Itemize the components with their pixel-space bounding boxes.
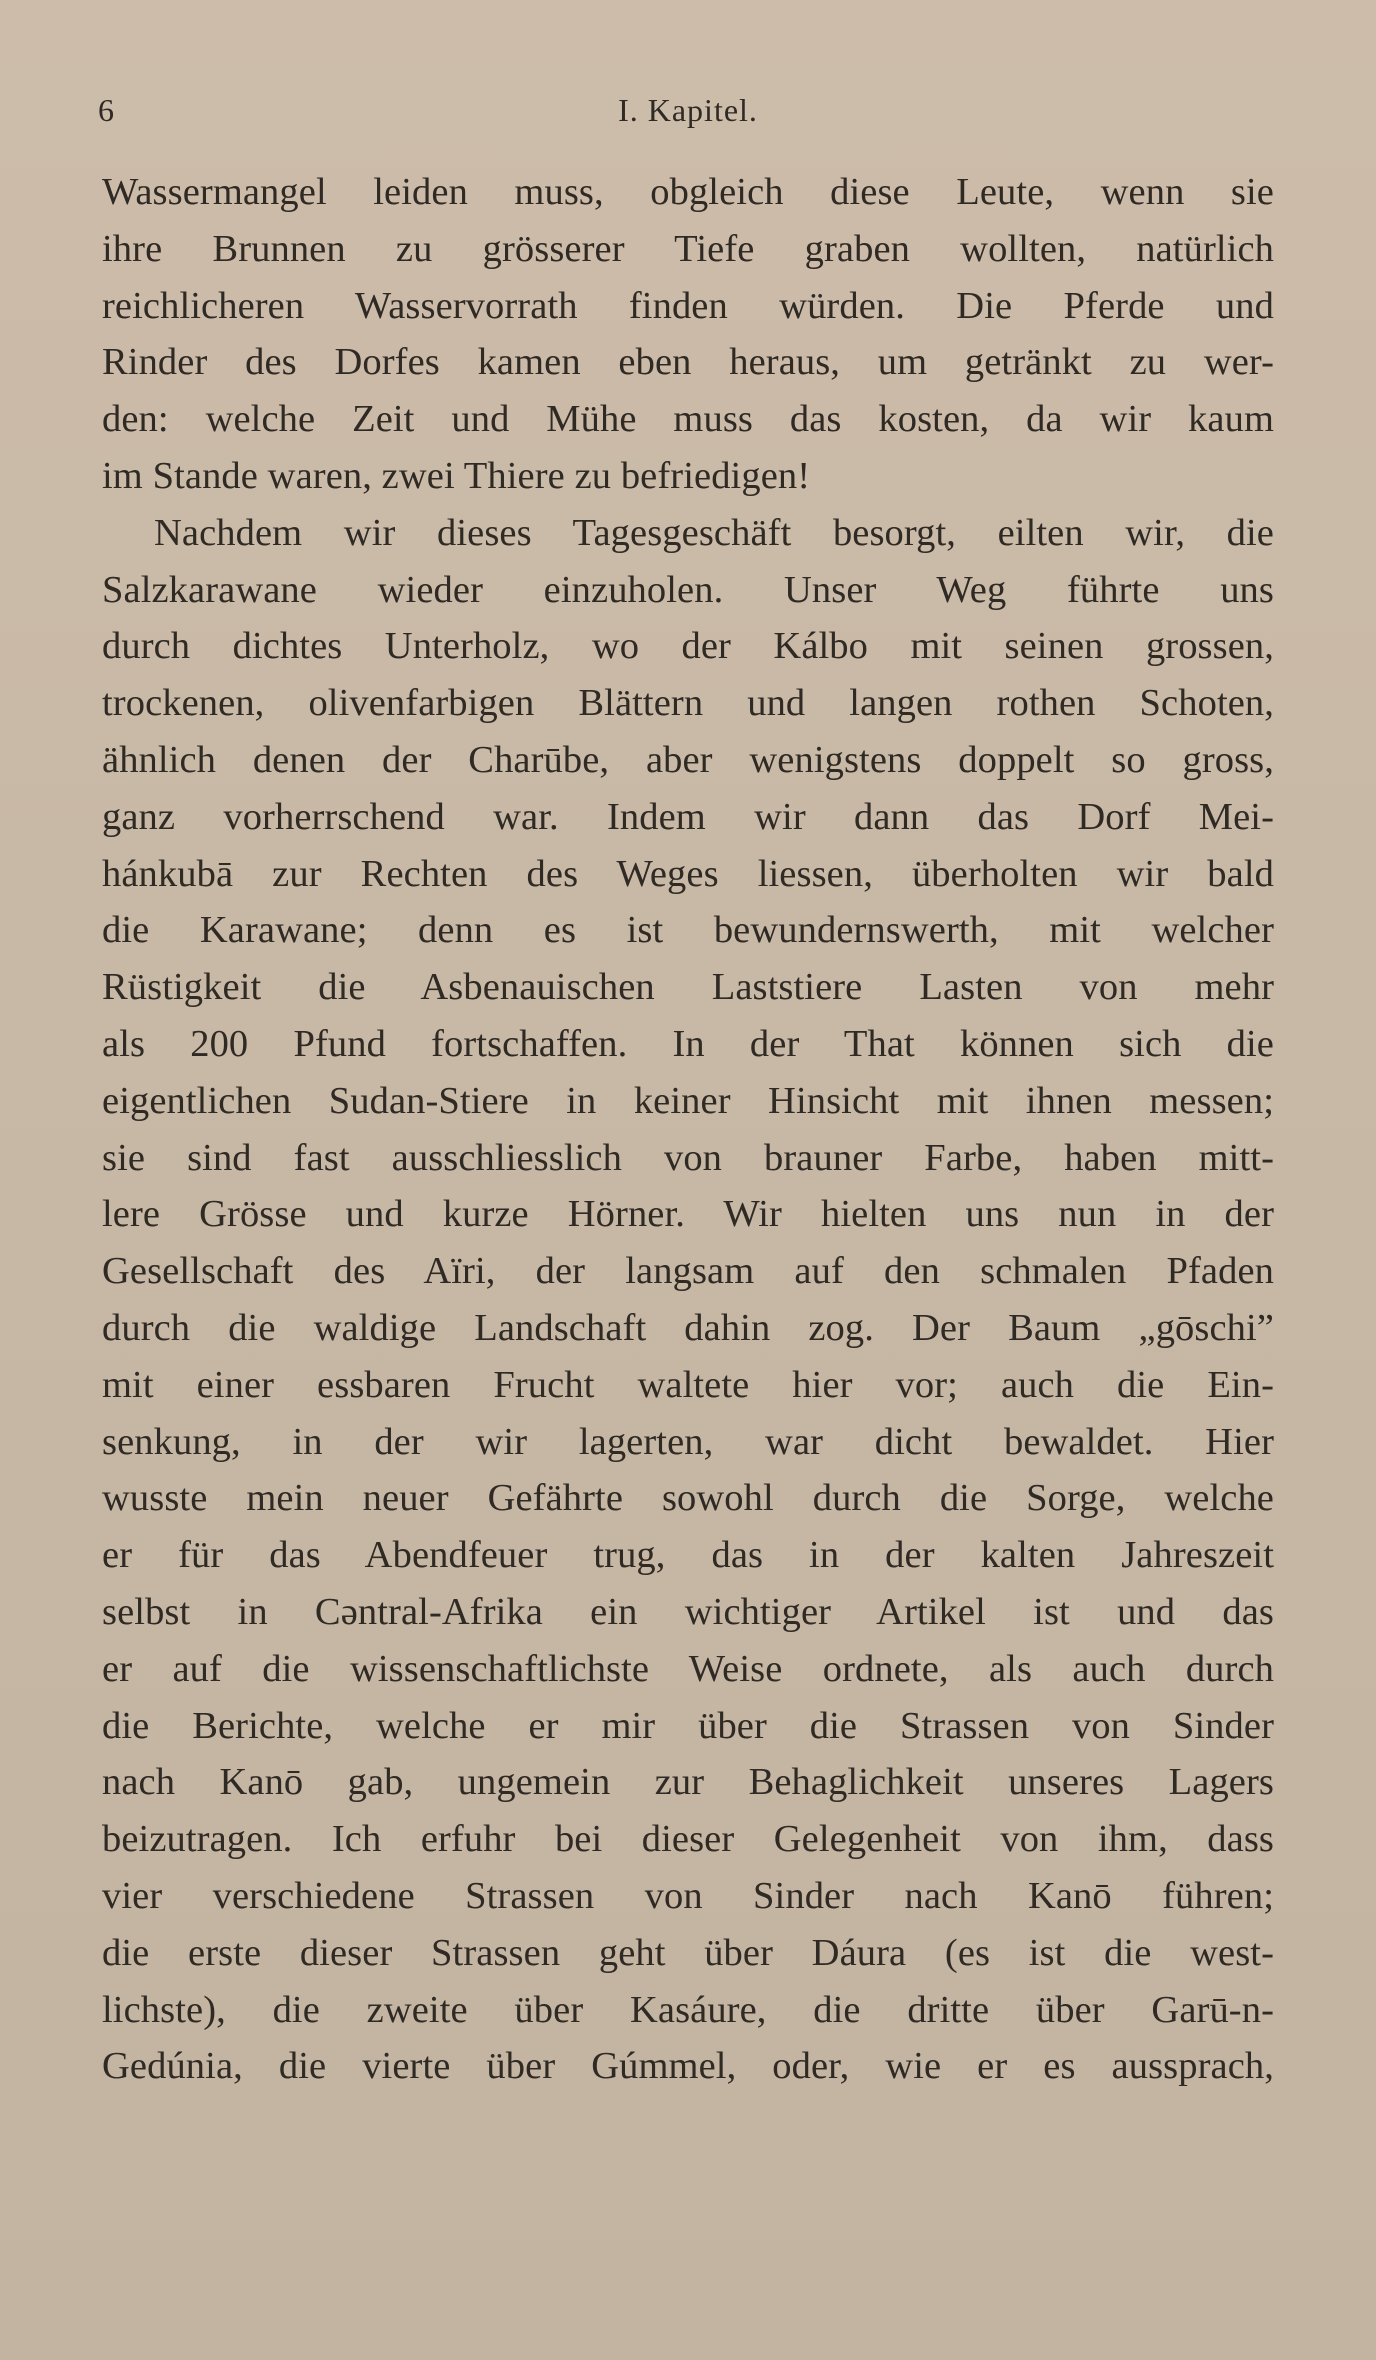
text-line: eigentlichen Sudan-Stiere in keiner Hinsicht mit ihnen messen; <box>102 1079 1274 1122</box>
text-line: Salzkarawane wieder einzuholen. Unser Weg führte uns <box>102 568 1274 611</box>
text-line: Rüstigkeit die Asbenauischen Laststiere Lasten von mehr <box>102 966 1274 1009</box>
text-line: hánkubā zur Rechten des Weges liessen, überholten wir bald <box>102 852 1274 895</box>
running-head: I. Kapitel. <box>618 92 758 128</box>
text-line: im Stande waren, zwei Thiere zu befriedigen! <box>102 454 811 497</box>
text-line: wusste mein neuer Gefährte sowohl durch die Sorge, welche <box>102 1477 1274 1520</box>
text-line: die erste dieser Strassen geht über Dáura (es ist die west- <box>102 1931 1274 1974</box>
text-line: er für das Abendfeuer trug, das in der kalten Jahreszeit <box>102 1534 1274 1577</box>
text-line: Rinder des Dorfes kamen eben heraus, um getränkt zu wer- <box>102 341 1274 384</box>
text-line: senkung, in der wir lagerten, war dicht bewaldet. Hier <box>102 1420 1274 1463</box>
text-line: Gedúnia, die vierte über Gúmmel, oder, wie er es aussprach, <box>102 2045 1274 2088</box>
text-line: die Berichte, welche er mir über die Strassen von Sinder <box>102 1704 1274 1747</box>
text-line: trockenen, olivenfarbigen Blättern und langen rothen Schoten, <box>102 682 1274 725</box>
text-line: Gesellschaft des Aïri, der langsam auf den schmalen Pfaden <box>102 1250 1274 1293</box>
text-line: vier verschiedene Strassen von Sinder nach Kanō führen; <box>102 1874 1274 1917</box>
text-line: durch die waldige Landschaft dahin zog. Der Baum „gōschi” <box>102 1306 1274 1349</box>
text-line: durch dichtes Unterholz, wo der Kálbo mit seinen grossen, <box>102 625 1274 668</box>
text-line: mit einer essbaren Frucht waltete hier vor; auch die Ein- <box>102 1363 1274 1406</box>
text-line: die Karawane; denn es ist bewundernswerth, mit welcher <box>102 909 1274 952</box>
text-line: Nachdem wir dieses Tagesgeschäft besorgt, eilten wir, die <box>154 511 1274 554</box>
text-line: lere Grösse und kurze Hörner. Wir hielten uns nun in der <box>102 1193 1274 1236</box>
text-line: selbst in Cǝntral-Afrika ein wichtiger Artikel ist und das <box>102 1590 1274 1633</box>
text-line: beizutragen. Ich erfuhr bei dieser Gelegenheit von ihm, dass <box>102 1818 1274 1861</box>
page-header <box>98 88 1278 132</box>
text-line: den: welche Zeit und Mühe muss das kosten, da wir kaum <box>102 398 1274 441</box>
text-line: ganz vorherrschend war. Indem wir dann das Dorf Mei- <box>102 795 1274 838</box>
text-line: als 200 Pfund fortschaffen. In der That können sich die <box>102 1022 1274 1065</box>
text-line: reichlicheren Wasservorrath finden würden. Die Pferde und <box>102 284 1274 327</box>
page-number: 6 <box>98 92 114 128</box>
text-line: ähnlich denen der Charūbe, aber wenigstens doppelt so gross, <box>102 738 1274 781</box>
text-line: lichste), die zweite über Kasáure, die dritte über Garū-n- <box>102 1988 1274 2031</box>
text-line: er auf die wissenschaftlichste Weise ordnete, als auch durch <box>102 1647 1274 1690</box>
text-line: Wassermangel leiden muss, obgleich diese Leute, wenn sie <box>102 171 1274 213</box>
text-line: sie sind fast ausschliesslich von brauner Farbe, haben mitt- <box>102 1136 1274 1179</box>
body-text <box>102 164 1274 2095</box>
text-line: nach Kanō gab, ungemein zur Behaglichkeit unseres Lagers <box>102 1761 1274 1804</box>
text-line: ihre Brunnen zu grösserer Tiefe graben wollten, natürlich <box>102 227 1274 270</box>
